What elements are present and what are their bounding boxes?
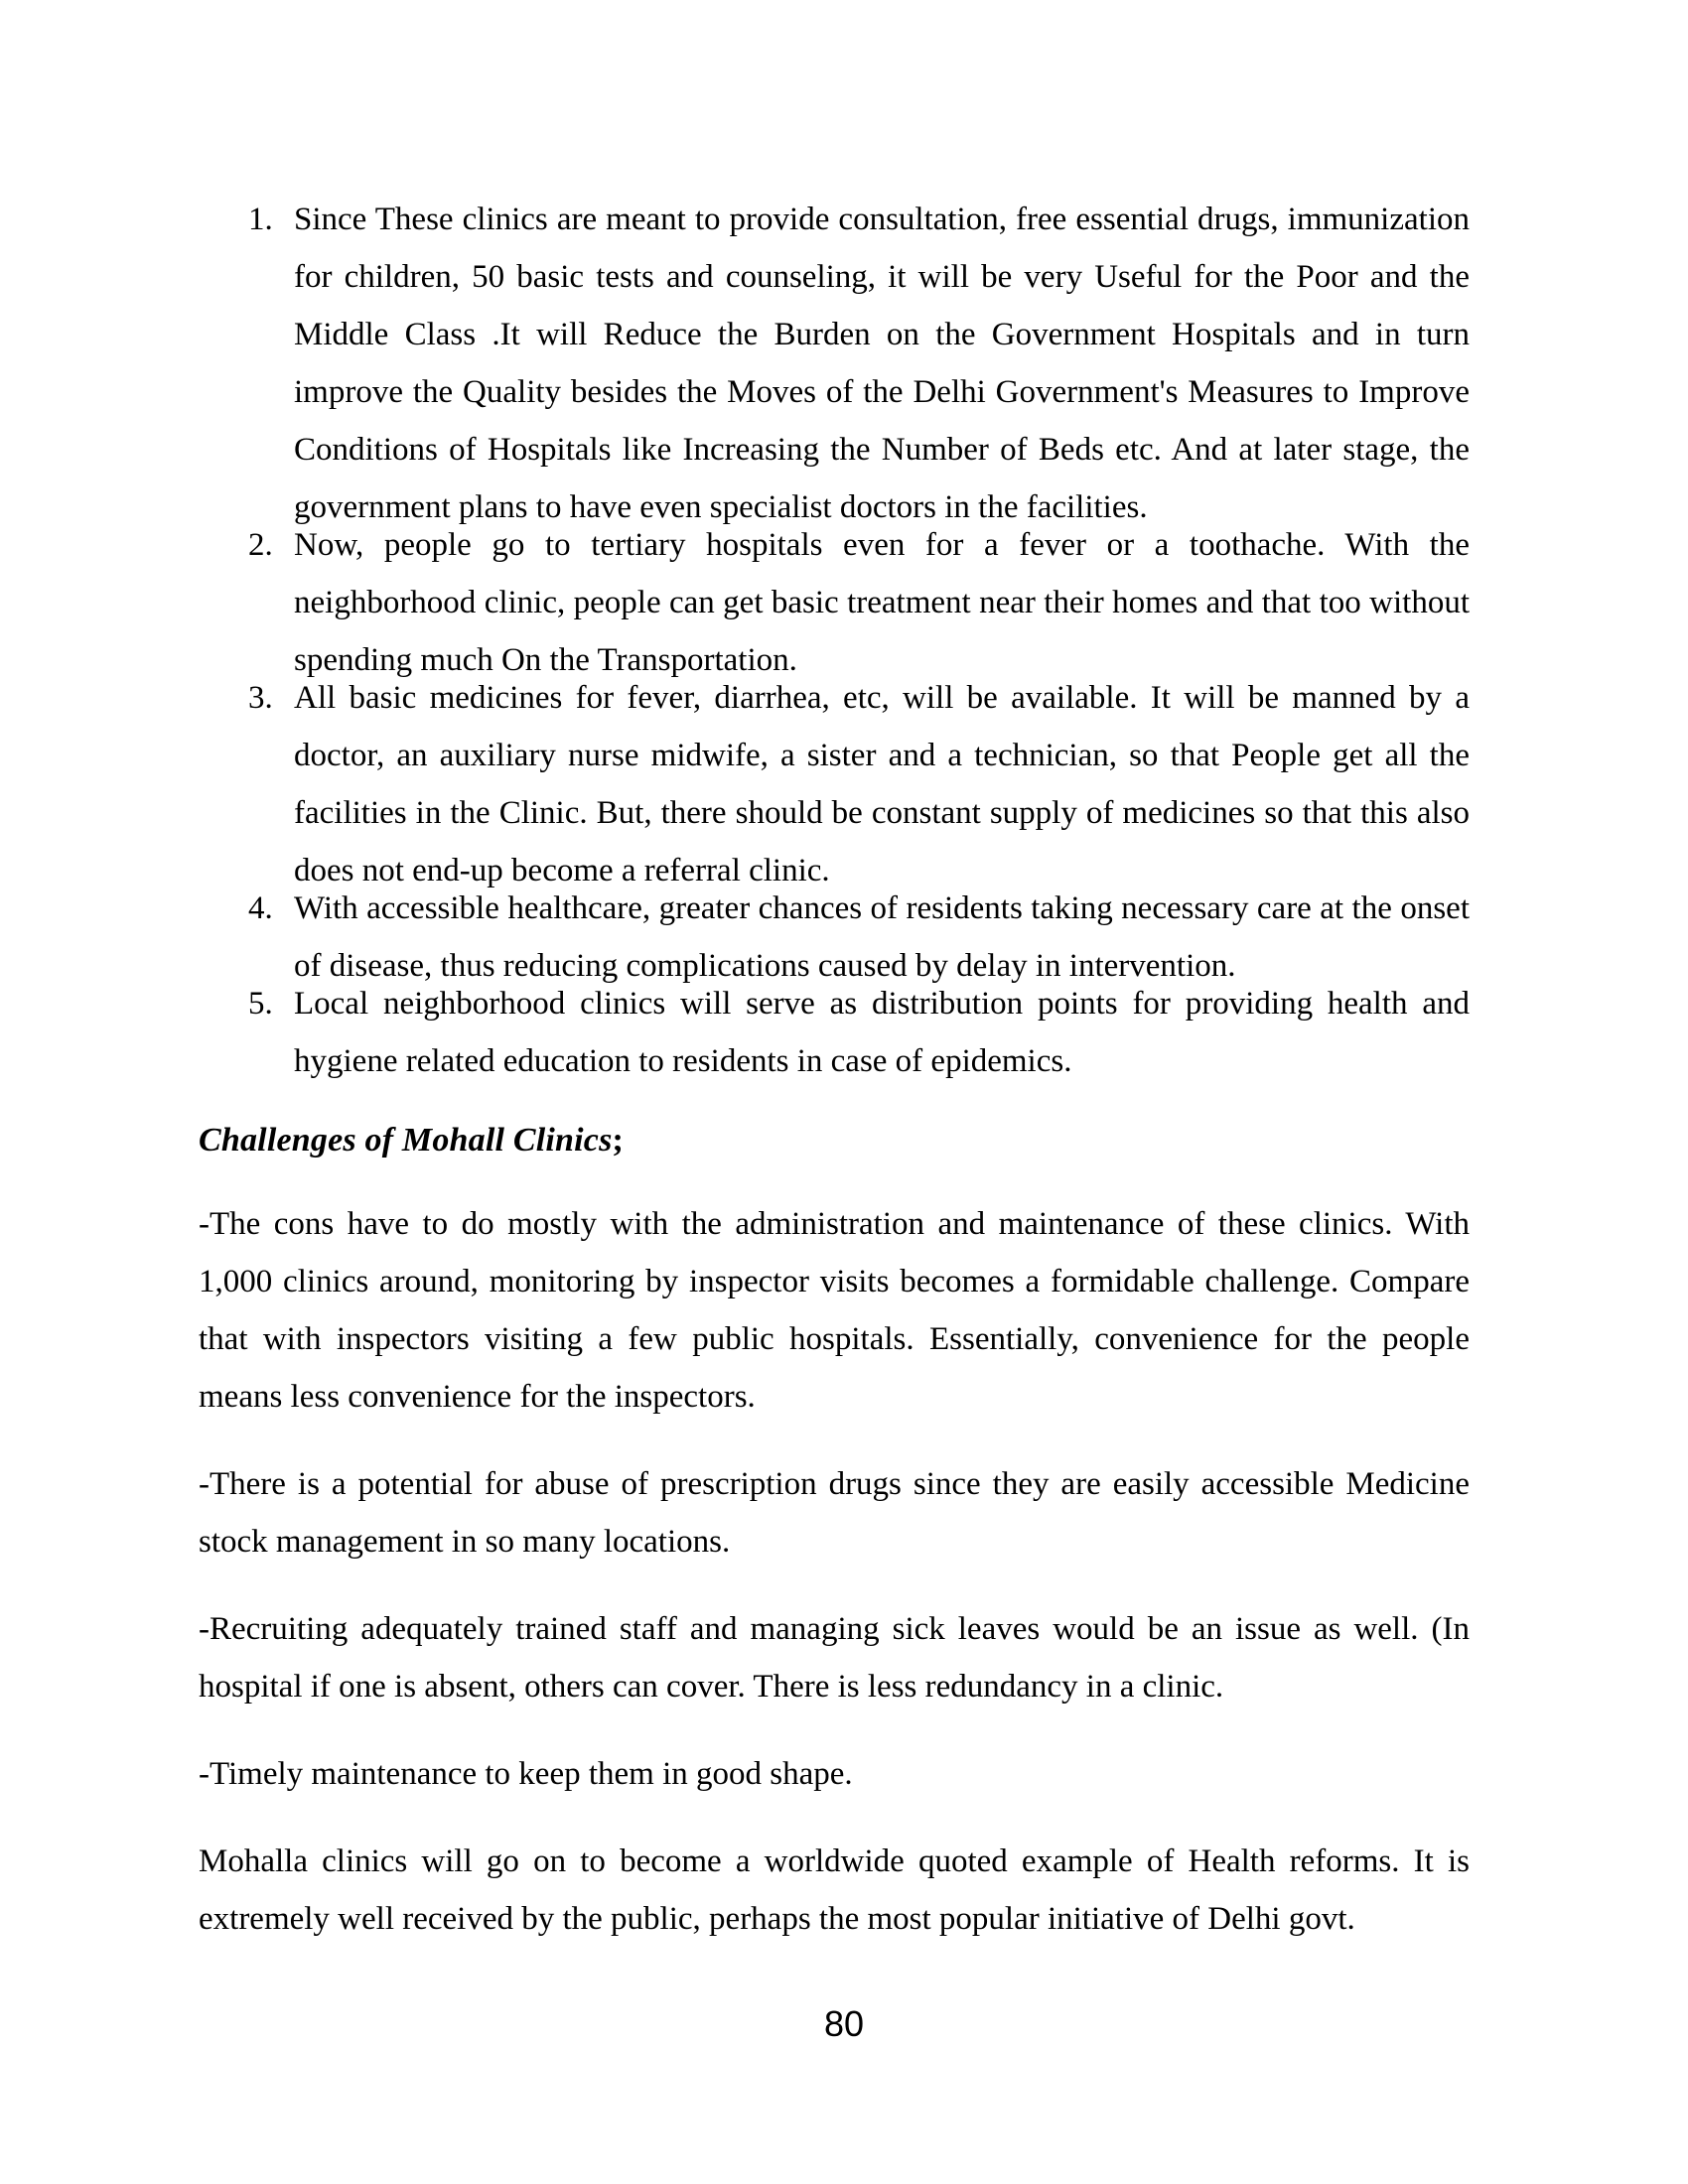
list-item <box>248 975 1470 1090</box>
list-item-number: 1. <box>248 202 273 237</box>
list-item-number: 4. <box>248 890 273 926</box>
list-item-number: 2. <box>248 527 273 563</box>
list-item-text: Since These clinics are meant to provide consultation, free essential drugs, immunization for children, 50 basic tests and counseling, it will be very Useful for the Poor and the Middle Class .It will Reduce the Burden on the Government Hospitals and in turn improve the Quality besides the Moves of the Delhi Government's Measures to Improve Conditions of Hospitals like Increasing the Number of Beds etc. And at later stage, the government plans to have even specialist doctors in the facilities. <box>294 202 1470 525</box>
paragraph: -Timely maintenance to keep them in good shape. <box>199 1756 853 1792</box>
list-item-text: With accessible healthcare, greater chances of residents taking necessary care at the onset of disease, thus reducing complications caused by delay in intervention. <box>294 890 1470 984</box>
paragraph: -There is a potential for abuse of prescription drugs since they are easily accessible Medicine stock management in so many locations. <box>199 1466 1470 1560</box>
paragraph: -Recruiting adequately trained staff and managing sick leaves would be an issue as well. (In hospital if one is absent, others can cover. There is less redundancy in a clinic. <box>199 1611 1470 1705</box>
list-item-number: 5. <box>248 986 273 1022</box>
benefits-numbered-list <box>199 191 1470 1090</box>
list-item-number: 3. <box>248 680 273 716</box>
section-heading <box>199 1112 1470 1169</box>
paragraph: Mohalla clinics will go on to become a worldwide quoted example of Health reforms. It is extremely well received by the public, perhaps the most popular initiative of Delhi govt. <box>199 1843 1470 1937</box>
list-item <box>248 191 1470 536</box>
list-item-text: Now, people go to tertiary hospitals even for a fever or a toothache. With the neighborhood clinic, people can get basic treatment near their homes and that too without spending much On the Transportation. <box>294 527 1470 678</box>
section-heading-suffix: ; <box>612 1122 625 1159</box>
page-number: 80 <box>823 2003 865 2044</box>
paragraph: -The cons have to do mostly with the administration and maintenance of these clinics. With 1,000 clinics around, monitoring by inspector visits becomes a formidable challenge. Compare that with inspectors visiting a few public hospitals. Essentially, convenience for the people means less convenience for the inspectors. <box>199 1206 1470 1415</box>
list-item <box>248 516 1470 689</box>
list-item <box>248 669 1470 899</box>
section-heading-text: Challenges of Mohall Clinics <box>199 1122 613 1159</box>
list-item-text: All basic medicines for fever, diarrhea, etc, will be available. It will be manned by a doctor, an auxiliary nurse midwife, a sister and a technician, so that People get all the facilities in the Clinic. But, there should be constant supply of medicines so that this also does not end-up become a referral clinic. <box>294 680 1470 888</box>
list-item-text: Local neighborhood clinics will serve as distribution points for providing health and hygiene related education to residents in case of epidemics. <box>294 986 1470 1079</box>
